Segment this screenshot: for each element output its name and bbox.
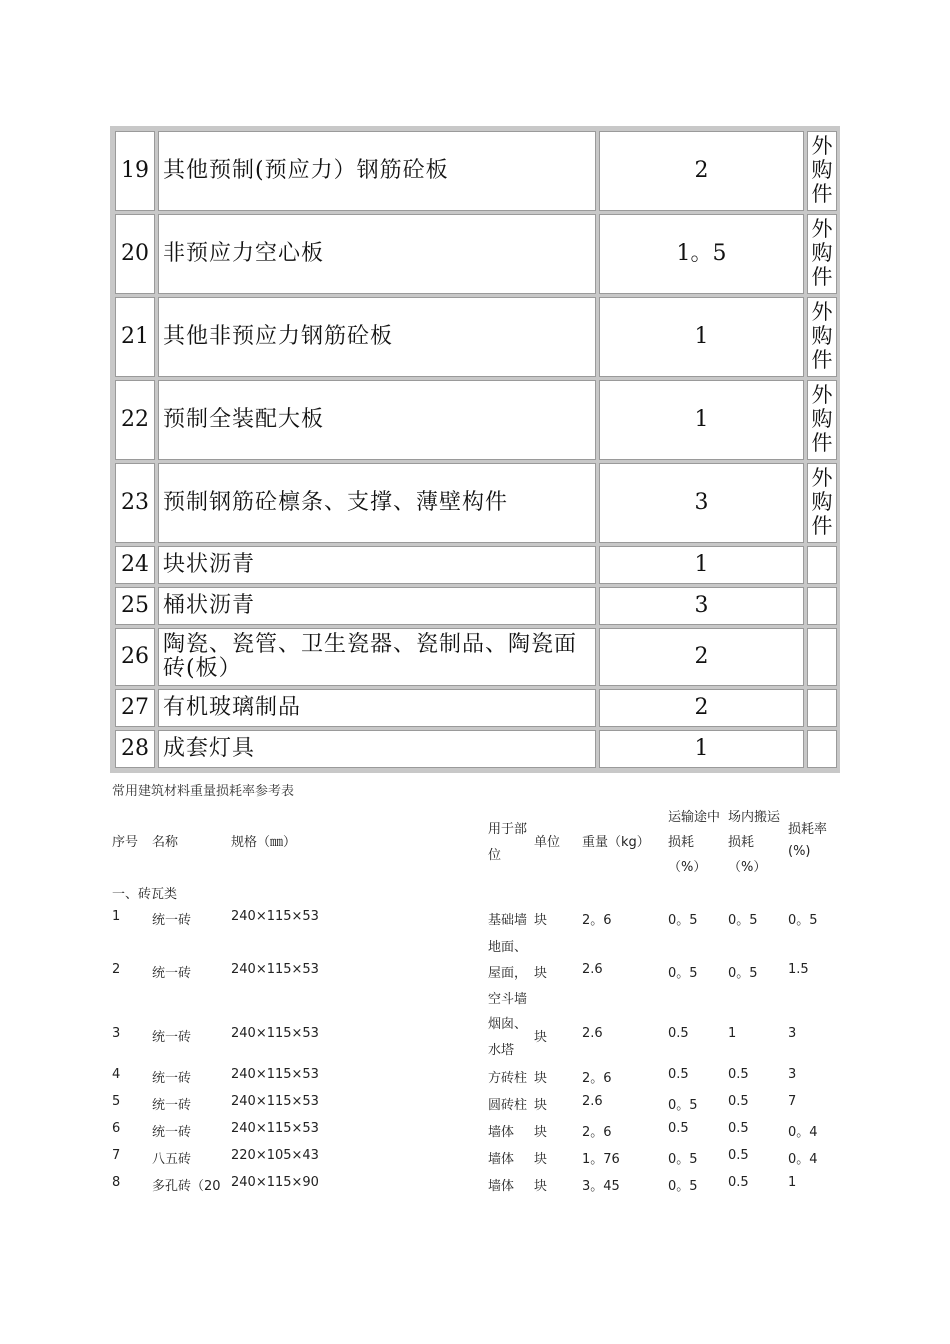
- table-caption: 常用建筑材料重量损耗率参考表: [112, 784, 295, 799]
- row-note: [807, 689, 837, 727]
- row-number: 6: [112, 1121, 121, 1136]
- row-name: 有机玻璃制品: [158, 689, 596, 727]
- note-char: 购: [811, 158, 833, 182]
- row-loss-rate: 3: [788, 1067, 797, 1082]
- table-row: [115, 297, 837, 377]
- header-loss-line1: 损耗率: [788, 822, 828, 837]
- row-number: 1: [112, 909, 121, 924]
- row-loss-rate: 3: [788, 1026, 797, 1041]
- row-loss-rate: 7: [788, 1094, 797, 1109]
- row-spec: 240×115×53: [231, 1026, 319, 1041]
- header-name: 名称: [152, 835, 179, 850]
- row-note: [807, 380, 837, 460]
- note-char: 件: [811, 182, 833, 206]
- row-loss-rate: 0。4: [788, 1152, 818, 1167]
- row-loss-rate: 1.5: [788, 962, 809, 977]
- row-name: 其他预制(预应力）钢筋砼板: [158, 131, 596, 211]
- section-title: 一、砖瓦类: [112, 887, 178, 902]
- row-spec: 220×105×43: [231, 1148, 319, 1163]
- row-usage: 水塔: [488, 1043, 515, 1058]
- row-transport-loss: 0。5: [668, 913, 698, 928]
- row-unit: 块: [534, 966, 548, 981]
- row-note: [807, 297, 837, 377]
- row-loss-rate: 0。5: [788, 913, 818, 928]
- row-value: 1: [599, 546, 804, 584]
- row-name: 预制钢筋砼檩条、支撑、薄壁构件: [158, 463, 596, 543]
- note-char: 件: [811, 348, 833, 372]
- row-number: 28: [115, 730, 155, 768]
- note-char: 外: [811, 300, 833, 324]
- row-name: 多孔砖（20: [152, 1179, 221, 1194]
- row-note: [807, 628, 837, 686]
- row-unit: 块: [534, 1152, 548, 1167]
- header-loss-line2: (%): [788, 844, 811, 859]
- row-value: 1: [599, 297, 804, 377]
- row-name: 统一砖: [152, 1098, 192, 1113]
- header-no: 序号: [112, 835, 139, 850]
- row-name: 统一砖: [152, 1071, 192, 1086]
- upper-table-grid: [112, 128, 840, 771]
- note-char: 外: [811, 217, 833, 241]
- row-spec: 240×115×90: [231, 1175, 319, 1190]
- note-char: 外: [811, 466, 833, 490]
- row-note: [807, 730, 837, 768]
- row-number: 2: [112, 962, 121, 977]
- row-number: 27: [115, 689, 155, 727]
- row-site-loss: 0。5: [728, 913, 758, 928]
- table-row: [115, 730, 837, 768]
- row-note: [807, 214, 837, 294]
- table-row: [115, 587, 837, 625]
- row-unit: 块: [534, 1030, 548, 1045]
- row-site-loss: 0。5: [728, 966, 758, 981]
- row-name: 块状沥青: [158, 546, 596, 584]
- row-spec: 240×115×53: [231, 1094, 319, 1109]
- row-number: 3: [112, 1026, 121, 1041]
- row-name: 非预应力空心板: [158, 214, 596, 294]
- row-name: 成套灯具: [158, 730, 596, 768]
- header-weight: 重量（kg）: [582, 835, 650, 850]
- row-unit: 块: [534, 1125, 548, 1140]
- header-site-line3: （%）: [728, 860, 767, 875]
- table-row: [115, 463, 837, 543]
- note-char: 购: [811, 490, 833, 514]
- row-value: 1。5: [599, 214, 804, 294]
- row-transport-loss: 0。5: [668, 966, 698, 981]
- table-row: [115, 380, 837, 460]
- row-value: 1: [599, 730, 804, 768]
- row-usage: 屋面，: [488, 966, 528, 981]
- row-transport-loss: 0.5: [668, 1067, 689, 1082]
- row-weight: 1。76: [582, 1152, 620, 1167]
- table-row: [115, 214, 837, 294]
- upper-table: [110, 126, 840, 773]
- row-weight: 2.6: [582, 962, 603, 977]
- row-usage: 空斗墙: [488, 992, 528, 1007]
- row-site-loss: 0.5: [728, 1148, 749, 1163]
- row-usage: 墙体: [488, 1125, 515, 1140]
- note-char: 件: [811, 514, 833, 538]
- row-name: 统一砖: [152, 966, 192, 981]
- row-unit: 块: [534, 1179, 548, 1194]
- row-number: 8: [112, 1175, 121, 1190]
- header-transport-line2: 损耗: [668, 835, 695, 850]
- row-number: 26: [115, 628, 155, 686]
- row-unit: 块: [534, 1098, 548, 1113]
- row-usage: 圆砖柱: [488, 1098, 528, 1113]
- row-site-loss: 0.5: [728, 1175, 749, 1190]
- row-site-loss: 1: [728, 1026, 737, 1041]
- row-usage: 基础墙: [488, 913, 528, 928]
- row-name: 八五砖: [152, 1152, 192, 1167]
- row-value: 1: [599, 380, 804, 460]
- note-char: 件: [811, 265, 833, 289]
- row-number: 25: [115, 587, 155, 625]
- header-unit: 单位: [534, 835, 561, 850]
- header-site-line1: 场内搬运: [728, 810, 781, 825]
- row-note: [807, 131, 837, 211]
- row-number: 4: [112, 1067, 121, 1082]
- row-transport-loss: 0。5: [668, 1179, 698, 1194]
- row-number: 5: [112, 1094, 121, 1109]
- row-number: 7: [112, 1148, 121, 1163]
- row-number: 23: [115, 463, 155, 543]
- row-number: 24: [115, 546, 155, 584]
- row-name: 陶瓷、瓷管、卫生瓷器、瓷制品、陶瓷面砖(板）: [158, 628, 596, 686]
- row-unit: 块: [534, 1071, 548, 1086]
- row-name: 统一砖: [152, 1030, 192, 1045]
- row-usage: 墙体: [488, 1179, 515, 1194]
- row-spec: 240×115×53: [231, 909, 319, 924]
- row-weight: 3。45: [582, 1179, 620, 1194]
- row-transport-loss: 0。5: [668, 1098, 698, 1113]
- row-note: [807, 463, 837, 543]
- row-unit: 块: [534, 913, 548, 928]
- note-char: 件: [811, 431, 833, 455]
- table-row: [115, 628, 837, 686]
- table-row: [115, 546, 837, 584]
- row-value: 2: [599, 628, 804, 686]
- header-transport-line1: 运输途中: [668, 810, 721, 825]
- row-name: 预制全装配大板: [158, 380, 596, 460]
- row-weight: 2。6: [582, 1125, 612, 1140]
- row-value: 3: [599, 587, 804, 625]
- row-note: [807, 546, 837, 584]
- header-transport-line3: （%）: [668, 860, 707, 875]
- row-transport-loss: 0.5: [668, 1026, 689, 1041]
- row-name: 统一砖: [152, 1125, 192, 1140]
- row-name: 其他非预应力钢筋砼板: [158, 297, 596, 377]
- row-value: 2: [599, 131, 804, 211]
- row-number: 22: [115, 380, 155, 460]
- row-transport-loss: 0.5: [668, 1121, 689, 1136]
- note-char: 购: [811, 241, 833, 265]
- row-loss-rate: 1: [788, 1175, 797, 1190]
- note-char: 购: [811, 324, 833, 348]
- header-usage-line2: 位: [488, 848, 502, 863]
- header-usage-line1: 用于部: [488, 822, 528, 837]
- row-spec: 240×115×53: [231, 1121, 319, 1136]
- row-usage: 烟囱、: [488, 1017, 528, 1032]
- row-weight: 2。6: [582, 1071, 612, 1086]
- row-name: 统一砖: [152, 913, 192, 928]
- header-site-line2: 损耗: [728, 835, 755, 850]
- row-loss-rate: 0。4: [788, 1125, 818, 1140]
- row-weight: 2。6: [582, 913, 612, 928]
- row-site-loss: 0.5: [728, 1067, 749, 1082]
- row-usage: 墙体: [488, 1152, 515, 1167]
- row-transport-loss: 0。5: [668, 1152, 698, 1167]
- row-site-loss: 0.5: [728, 1094, 749, 1109]
- note-char: 外: [811, 383, 833, 407]
- row-site-loss: 0.5: [728, 1121, 749, 1136]
- row-number: 19: [115, 131, 155, 211]
- row-note: [807, 587, 837, 625]
- row-value: 2: [599, 689, 804, 727]
- table-row: [115, 689, 837, 727]
- header-spec: 规格（㎜）: [231, 835, 297, 850]
- row-number: 21: [115, 297, 155, 377]
- row-value: 3: [599, 463, 804, 543]
- row-weight: 2.6: [582, 1094, 603, 1109]
- table-row: [115, 131, 837, 211]
- row-usage: 方砖柱: [488, 1071, 528, 1086]
- note-char: 外: [811, 134, 833, 158]
- row-spec: 240×115×53: [231, 962, 319, 977]
- row-usage: 地面、: [488, 940, 528, 955]
- row-name: 桶状沥青: [158, 587, 596, 625]
- row-number: 20: [115, 214, 155, 294]
- row-spec: 240×115×53: [231, 1067, 319, 1082]
- row-weight: 2.6: [582, 1026, 603, 1041]
- note-char: 购: [811, 407, 833, 431]
